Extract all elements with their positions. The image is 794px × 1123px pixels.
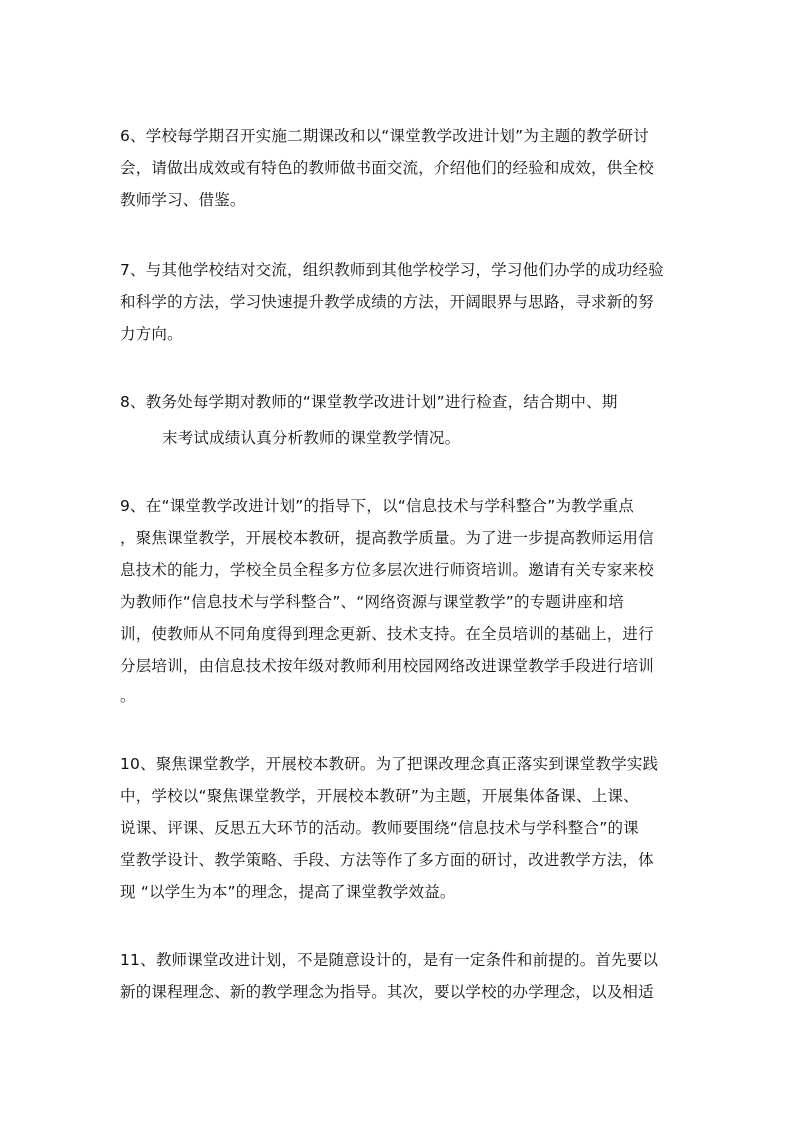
paragraph-9-line-6: 分层培训，由信息技术按年级对教师利用校园网络改进课堂教学手段进行培训: [120, 657, 654, 675]
paragraph-10-line-4: 堂教学设计、教学策略、手段、方法等作了多方面的研讨，改进教学方法，体: [120, 851, 654, 869]
paragraph-6-line-3: 教师学习、借鉴。: [120, 191, 246, 209]
paragraph-6-line-2: 会，请做出成效或有特色的教师做书面交流，介绍他们的经验和成效，供全校: [120, 159, 654, 177]
paragraph-8-line-2: 末考试成绩认真分析教师的课堂教学情况。: [162, 429, 461, 447]
paragraph-11-line-2: 新的课程理念、新的教学理念为指导。其次，要以学校的办学理念，以及相适: [120, 983, 654, 1001]
paragraph-10-line-1: 10、聚焦课堂教学，开展校本教研。为了把课改理念真正落实到课堂教学实践: [120, 755, 659, 773]
paragraph-7-line-1: 7、与其他学校结对交流，组织教师到其他学校学习，学习他们办学的成功经验: [120, 261, 664, 279]
paragraph-9-line-5: 训，使教师从不同角度得到理念更新、技术支持。在全员培训的基础上，进行: [120, 625, 654, 643]
paragraph-10-line-3: 说课、评课、反思五大环节的活动。教师要围绕“信息技术与学科整合”的课: [120, 819, 639, 837]
paragraph-9-line-4: 为教师作“信息技术与学科整合”、“网络资源与课堂教学”的专题讲座和培: [120, 593, 624, 611]
paragraph-9-line-1: 9、在“课堂教学改进计划”的指导下，以“信息技术与学科整合”为教学重点: [120, 497, 634, 515]
paragraph-9-line-2: ，聚焦课堂教学，开展校本教研，提高教学质量。为了进一步提高教师运用信: [120, 529, 654, 547]
paragraph-10-line-5: 现 “以学生为本”的理念，提高了课堂教学效益。: [120, 883, 456, 901]
paragraph-9-line-7: 。: [120, 687, 136, 705]
paragraph-9-line-3: 息技术的能力，学校全员全程多方位多层次进行师资培训。邀请有关专家来校: [120, 561, 654, 579]
paragraph-10-line-2: 中，学校以“聚焦课堂教学，开展校本教研”为主题，开展集体备课、上课、: [120, 787, 639, 805]
paragraph-6-line-1: 6、学校每学期召开实施二期课改和以“课堂教学改进计划”为主题的教学研讨: [120, 127, 649, 145]
paragraph-7-line-2: 和科学的方法，学习快速提升教学成绩的方法，开阔眼界与思路，寻求新的努: [120, 293, 654, 311]
paragraph-7-line-3: 力方向。: [120, 325, 183, 343]
paragraph-11-line-1: 11、教师课堂改进计划，不是随意设计的，是有一定条件和前提的。首先要以: [120, 951, 659, 969]
paragraph-8-line-1: 8、教务处每学期对教师的“课堂教学改进计划”进行检查，结合期中、期: [120, 393, 618, 411]
